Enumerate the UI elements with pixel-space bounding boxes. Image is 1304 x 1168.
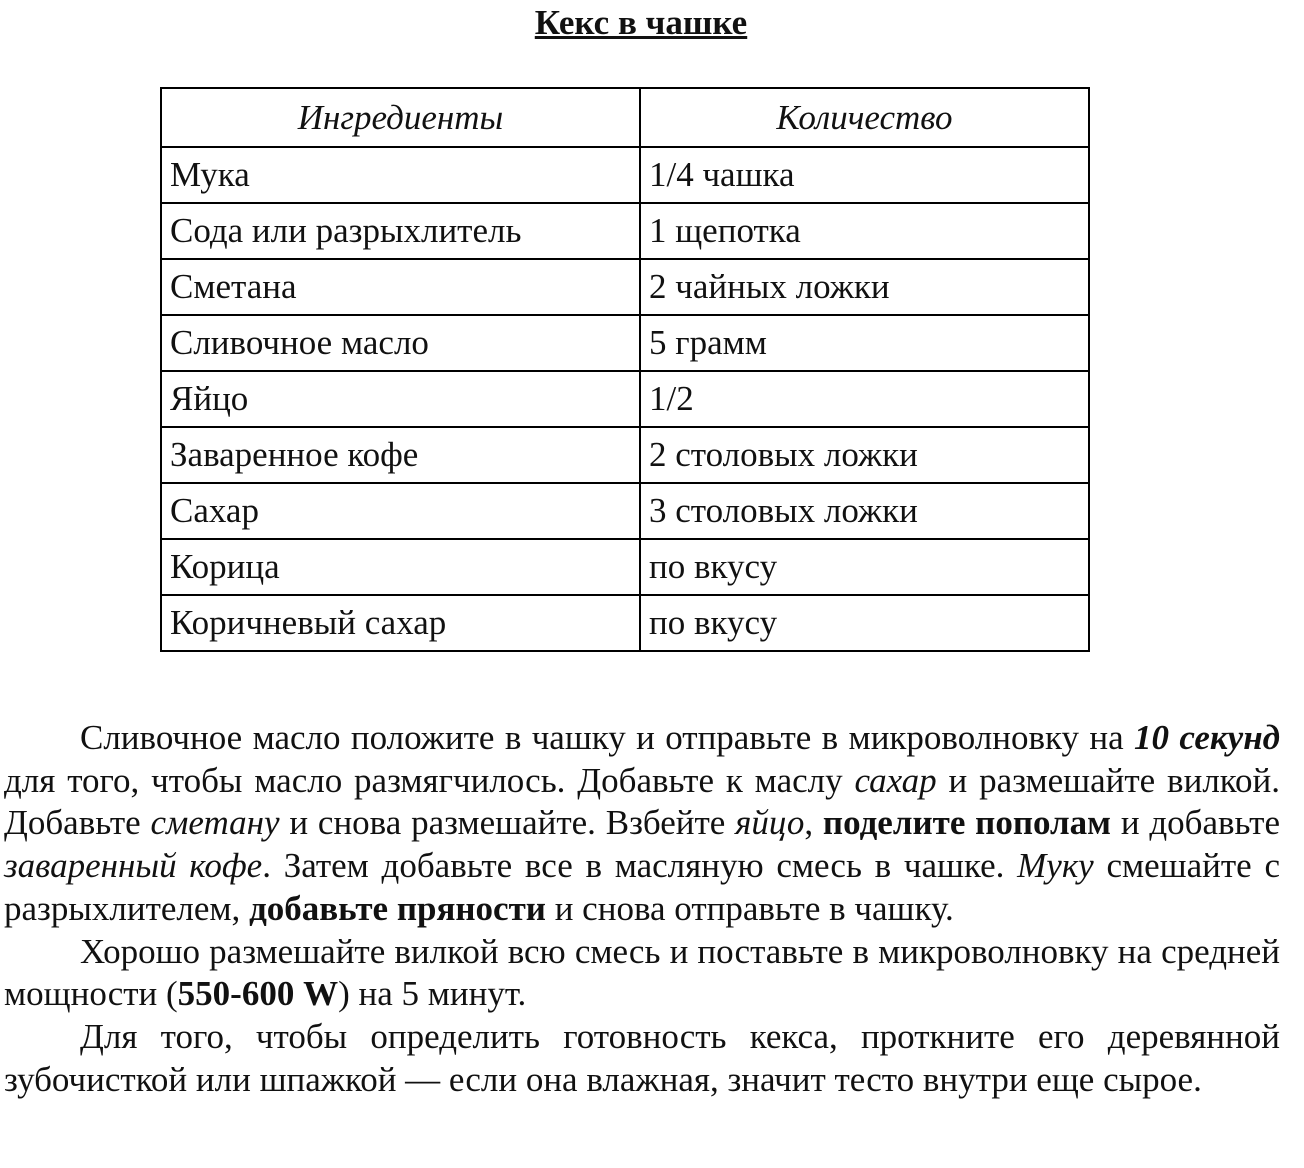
table-row: [161, 259, 1089, 315]
text-run: смешайте с разрыхлителем,: [4, 846, 1280, 928]
text-run: Хорошо размешайте вилкой всю смесь и поставьте в микроволновку на средней мощности (: [4, 931, 1280, 1014]
text-run: и размешайте вилкой. Добавьте: [4, 760, 1280, 843]
bold-halve: поделите пополам: [822, 803, 1112, 843]
ingredient-cell: Корица: [161, 539, 640, 595]
text-run: ,: [804, 803, 823, 843]
table-row: [161, 483, 1089, 539]
bold-power: 550-600 W: [177, 974, 339, 1014]
text-run: и добавьте: [1111, 803, 1280, 843]
text-run: ) на 5 минут.: [338, 974, 527, 1014]
table-row: [161, 595, 1089, 651]
ingredient-cell: Заваренное кофе: [161, 427, 640, 483]
ingredient-cell: Сметана: [161, 259, 640, 315]
quantity-cell: 3 столовых ложки: [640, 483, 1089, 539]
page-title: Кекс в чашке: [534, 3, 748, 42]
instruction-paragraph-1: [4, 717, 1280, 931]
table-row: [161, 315, 1089, 371]
text-run: и снова отправьте в чашку.: [545, 888, 954, 928]
emphasis-coffee: заваренный кофе: [4, 846, 263, 886]
text-run: для того, чтобы масло размягчилось. Добавьте к маслу: [4, 760, 855, 800]
quantity-cell: 2 столовых ложки: [640, 427, 1089, 483]
quantity-cell: 2 чайных ложки: [640, 259, 1089, 315]
text-run: . Затем добавьте все в масляную смесь в чашке.: [262, 846, 1018, 886]
quantity-cell: 5 грамм: [640, 315, 1089, 371]
column-header-ingredients: Ингредиенты: [161, 88, 640, 147]
quantity-cell: по вкусу: [640, 539, 1089, 595]
text-run: и снова размешайте. Взбейте: [279, 803, 736, 843]
ingredient-cell: Яйцо: [161, 371, 640, 427]
bold-spices: добавьте пряности: [249, 888, 546, 928]
ingredient-cell: Мука: [161, 147, 640, 203]
table-row: [161, 147, 1089, 203]
table-header-row: [161, 88, 1089, 147]
ingredient-cell: Сахар: [161, 483, 640, 539]
table-row: [161, 539, 1089, 595]
quantity-cell: 1 щепотка: [640, 203, 1089, 259]
emphasis-egg: яйцо: [735, 803, 805, 843]
emphasis-sugar: сахар: [854, 760, 937, 800]
table-row: [161, 371, 1089, 427]
text-run: Сливочное масло положите в чашку и отправьте в микроволновку на: [80, 718, 1134, 757]
table-row: [161, 203, 1089, 259]
table-row: [161, 427, 1089, 483]
ingredients-table: [160, 87, 1090, 652]
quantity-cell: 1/4 чашка: [640, 147, 1089, 203]
instruction-paragraph-2: [4, 931, 1280, 1016]
instruction-paragraph-3: [4, 1016, 1280, 1101]
quantity-cell: 1/2: [640, 371, 1089, 427]
ingredient-cell: Коричневый сахар: [161, 595, 640, 651]
column-header-quantity: Количество: [640, 88, 1089, 147]
emphasis-flour: Муку: [1017, 846, 1094, 886]
emphasis-time: 10 секунд: [1133, 718, 1280, 757]
ingredient-cell: Сода или разрыхлитель: [161, 203, 640, 259]
emphasis-sour-cream: сметану: [150, 803, 280, 843]
recipe-instructions: [4, 717, 1280, 1101]
ingredient-cell: Сливочное масло: [161, 315, 640, 371]
quantity-cell: по вкусу: [640, 595, 1089, 651]
text-run: Для того, чтобы определить готовность кекса, проткните его деревянной зубочисткой или шпажкой — если она влажная, значит тесто внутри еще сырое.: [4, 1016, 1280, 1099]
